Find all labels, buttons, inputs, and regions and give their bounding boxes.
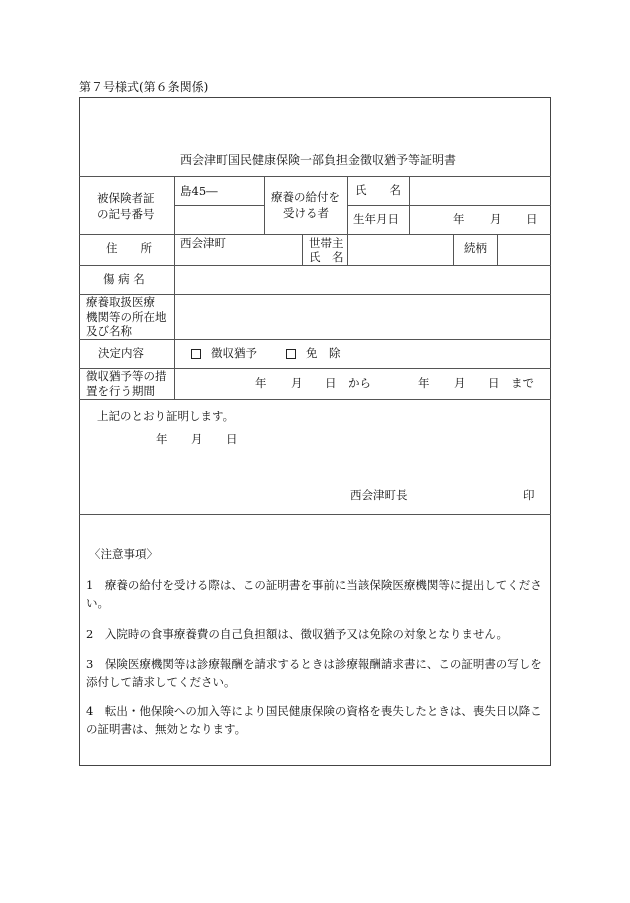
householder-label-1: 世帯主	[309, 236, 344, 250]
period-from-month: 月	[291, 376, 303, 390]
certification-statement: 上記のとおり証明します。	[97, 409, 235, 423]
benefit-label-2: 受ける者	[283, 206, 329, 220]
facility-label-3: 及び名称	[86, 324, 132, 338]
certification-year: 年	[156, 432, 168, 446]
rule-relation-left	[453, 234, 454, 265]
certification-month: 月	[191, 432, 203, 446]
mayor-label: 西会津町長	[350, 488, 408, 502]
period-label-1: 徴収猶予等の措	[86, 369, 167, 383]
insurance-label-2: の記号番号	[97, 207, 155, 221]
note-item-1: 1 療養の給付を受ける際は、この証明書を事前に当該保険医療機関等に提出してください。	[86, 578, 542, 610]
period-from-day: 日	[325, 376, 337, 390]
period-from-year: 年	[255, 376, 267, 390]
form-number: 第７号様式(第６条関係)	[79, 80, 209, 94]
rule-label-column	[174, 176, 175, 399]
certification-day: 日	[226, 432, 238, 446]
insurance-number-value: 島45―	[180, 184, 218, 198]
rule-name-birth	[347, 205, 551, 206]
note-item-3: 3 保険医療機関等は診療報酬を請求するときは診療報酬請求書に、この証明書の写しを添付して請求してください。	[86, 657, 542, 689]
rule-birth-label-right	[409, 205, 410, 234]
rule-after-period	[79, 399, 551, 400]
period-to-word: まで	[511, 376, 534, 390]
rule-address-right	[302, 234, 303, 265]
birth-year-label: 年	[453, 212, 465, 226]
deferral-checkbox-icon[interactable]	[191, 349, 201, 359]
option-exemption[interactable]	[286, 348, 341, 360]
facility-label-2: 機関等の所在地	[86, 310, 167, 324]
rule-after-row1	[79, 234, 551, 235]
insurance-label-1: 被保険者証	[97, 191, 155, 205]
rule-after-address	[79, 265, 551, 266]
option-deferral[interactable]	[191, 348, 257, 360]
facility-label-1: 療養取扱医療	[86, 295, 155, 309]
birth-label: 生年月日	[353, 212, 399, 226]
rule-name-label-right	[409, 176, 410, 205]
note-item-2: 2 入院時の食事療養費の自己負担額は、徴収猶予又は免除の対象となりません。	[86, 627, 509, 641]
address-label: 住 所	[106, 241, 152, 255]
rule-insurance-mid	[174, 205, 264, 206]
benefit-label-1: 療養の給付を	[271, 190, 340, 204]
period-to-year: 年	[418, 376, 430, 390]
period-to-month: 月	[454, 376, 466, 390]
period-from-word: から	[348, 376, 371, 390]
birth-day-label: 日	[526, 212, 538, 226]
rule-householder-label-right	[347, 234, 348, 265]
form-title: 西会津町国民健康保険一部負担金徴収猶予等証明書	[180, 153, 457, 167]
seal-mark: 印	[523, 488, 535, 502]
rule-after-certification	[79, 514, 551, 515]
name-label: 氏 名	[355, 183, 401, 197]
birth-month-label: 月	[490, 212, 502, 226]
exemption-checkbox-icon[interactable]	[286, 349, 296, 359]
decision-label: 決定内容	[98, 346, 144, 360]
rule-insurance-right	[264, 176, 265, 234]
disease-label: 傷 病 名	[103, 272, 145, 286]
notes-heading: 〈注意事項〉	[89, 547, 158, 561]
rule-benefit-right	[347, 176, 348, 234]
rule-relation-right	[497, 234, 498, 265]
rule-top-table	[79, 176, 551, 177]
address-value: 西会津町	[180, 236, 226, 250]
option-exemption-label: 免 除	[306, 346, 341, 360]
period-to-day: 日	[488, 376, 500, 390]
note-item-4: 4 転出・他保険への加入等により国民健康保険の資格を喪失したときは、喪失日以降この証明書は、無効となります。	[86, 704, 542, 736]
householder-label-2: 氏 名	[309, 250, 344, 264]
option-deferral-label: 徴収猶予	[211, 346, 257, 360]
period-label-2: 置を行う期間	[86, 384, 155, 398]
rule-after-facility	[79, 339, 551, 340]
relation-label: 続柄	[464, 241, 487, 255]
